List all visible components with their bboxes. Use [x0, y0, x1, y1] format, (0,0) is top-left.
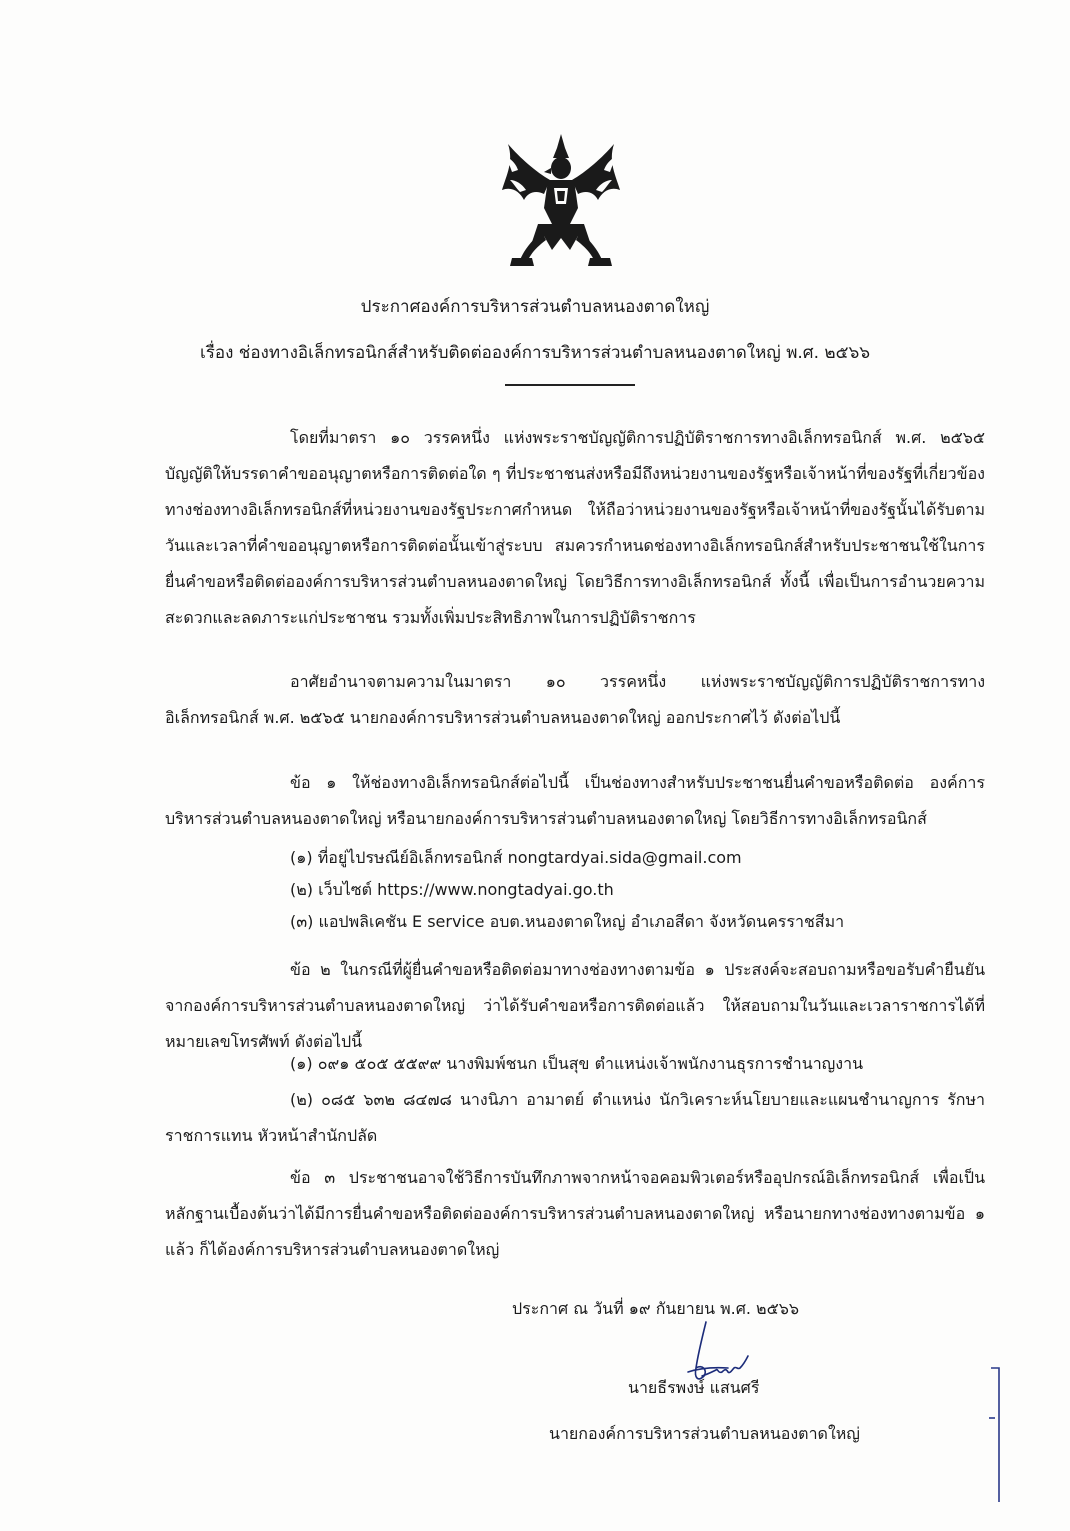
announcement-title: ประกาศองค์การบริหารส่วนตำบลหนองตาดใหญ่ — [360, 297, 710, 317]
channel-app: (๓) แอปพลิเคชัน E service อบต.หนองตาดใหญ่ อำเภอสีดา จังหวัดนครราชสีมา — [290, 912, 845, 931]
announcement-subject: เรื่อง ช่องทางอิเล็กทรอนิกส์สำหรับติดต่อองค์การบริหารส่วนตำบลหนองตาดใหญ่ พ.ศ. ๒๕๖๖ — [199, 343, 871, 363]
phone-contact-1: (๑) ๐๙๑ ๕๐๕ ๕๕๙๙ นางพิมพ์ชนก เป็นสุข ตำแหน่งเจ้าพนักงานธุรการชำนาญงาน — [290, 1054, 864, 1073]
clause-2: ข้อ ๒ ในกรณีที่ผู้ยื่นคำขอหรือติดต่อมาทางช่องทางตามข้อ ๑ ประสงค์จะสอบถามหรือขอรับคำยืนยันจากองค์การบริหารส่วนตำบลหนองตาดใหญ่ ว่าได้รับคำขอหรือการติดต่อแล้ว ให้สอบถามในวันและเวลาราชการได้ที่หมายเลขโทรศัพท์ ดังต่อไปนี้ — [165, 960, 985, 1051]
title-divider — [505, 384, 635, 386]
margin-bracket-mark — [985, 1366, 1010, 1506]
phone-contact-2: (๒) ๐๘๕ ๖๓๒ ๘๔๗๘ นางนิภา อามาตย์ ตำแหน่ง นักวิเคราะห์นโยบายและแผนชำนาญการ รักษาราชการแทน หัวหน้าสำนักปลัด — [165, 1090, 985, 1145]
channel-website: (๒) เว็บไซต์ https://www.nongtadyai.go.th — [290, 880, 614, 899]
paragraph-preamble: โดยที่มาตรา ๑๐ วรรคหนึ่ง แห่งพระราชบัญญัติการปฏิบัติราชการทางอิเล็กทรอนิกส์ พ.ศ. ๒๕๖๕ บัญญัติให้บรรดาคำขออนุญาตหรือการติดต่อใด ๆ ที่ประชาชนส่งหรือมีถึงหน่วยงานของรัฐหรือเจ้าหน้าที่ของรัฐที่เกี่ยวข้องทางช่องทางอิเล็กทรอนิกส์ที่หน่วยงานของรัฐประกาศกำหนด ให้ถือว่าหน่วยงานของรัฐหรือเจ้าหน้าที่ของรัฐนั้นได้รับตามวันและเวลาที่คำขออนุญาตหรือการติดต่อนั้นเข้าสู่ระบบ สมควรกำหนดช่องทางอิเล็กทรอนิกส์สำหรับประชาชนใช้ในการยื่นคำขอหรือติดต่อองค์การบริหารส่วนตำบลหนองตาดใหญ่ โดยวิธีการทางอิเล็กทรอนิกส์ ทั้งนี้ เพื่อเป็นการอำนวยความสะดวกและลดภาระแก่ประชาชน รวมทั้งเพิ่มประสิทธิภาพในการปฏิบัติราชการ — [165, 428, 985, 627]
announcement-date: ประกาศ ณ วันที่ ๑๙ กันยายน พ.ศ. ๒๕๖๖ — [512, 1299, 800, 1318]
signatory-name: นายธีรพงษ์ แสนศรี — [628, 1378, 760, 1397]
garuda-emblem-icon — [498, 132, 624, 270]
paragraph-authority: อาศัยอำนาจตามความในมาตรา ๑๐ วรรคหนึ่ง แห่งพระราชบัญญัติการปฏิบัติราชการทางอิเล็กทรอนิกส์ พ.ศ. ๒๕๖๕ นายกองค์การบริหารส่วนตำบลหนองตาดใหญ่ ออกประกาศไว้ ดังต่อไปนี้ — [165, 672, 985, 727]
clause-3: ข้อ ๓ ประชาชนอาจใช้วิธีการบันทึกภาพจากหน้าจอคอมพิวเตอร์หรืออุปกรณ์อิเล็กทรอนิกส์ เพื่อเป็นหลักฐานเบื้องต้นว่าได้มีการยื่นคำขอหรือติดต่อองค์การบริหารส่วนตำบลหนองตาดใหญ่ หรือนายกทางช่องทางตามข้อ ๑ แล้ว ก็ได้องค์การบริหารส่วนตำบลหนองตาดใหญ่ — [165, 1168, 985, 1259]
channel-email: (๑) ที่อยู่ไปรษณีย์อิเล็กทรอนิกส์ nongtardyai.sida@gmail.com — [290, 848, 742, 867]
clause-1: ข้อ ๑ ให้ช่องทางอิเล็กทรอนิกส์ต่อไปนี้ เป็นช่องทางสำหรับประชาชนยื่นคำขอหรือติดต่อ องค์การบริหารส่วนตำบลหนองตาดใหญ่ หรือนายกองค์การบริหารส่วนตำบลหนองตาดใหญ่ โดยวิธีการทางอิเล็กทรอนิกส์ — [165, 773, 985, 828]
signatory-title: นายกองค์การบริหารส่วนตำบลหนองตาดใหญ่ — [549, 1424, 860, 1443]
